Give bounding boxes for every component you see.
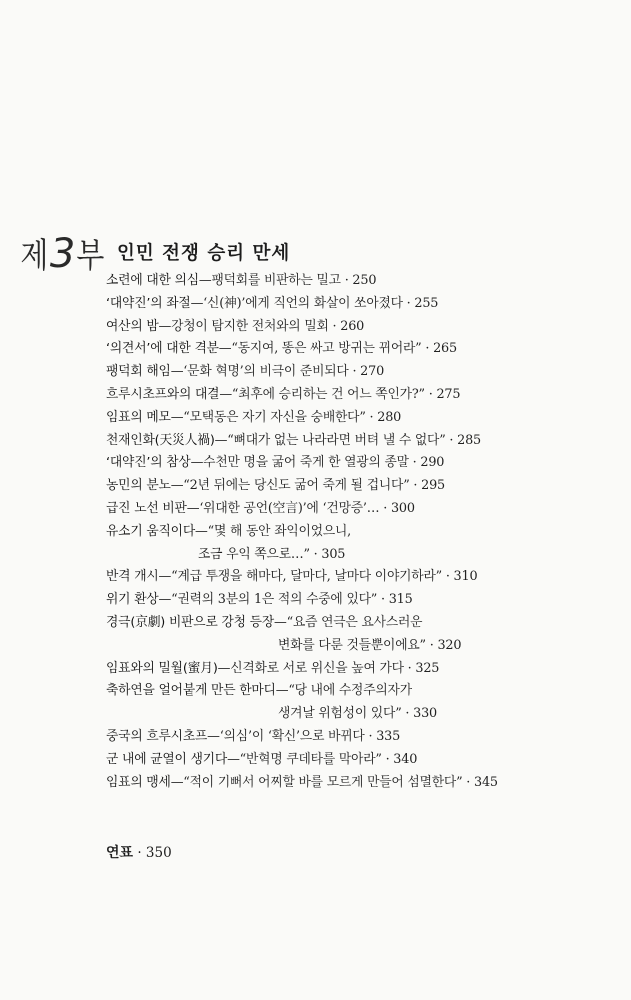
entry-subtitle: —“뼈대가 없는 나라라면 버텨 낼 수 없다” [214,432,446,448]
entry-page-number: · 345 [462,774,498,790]
entry-heading: 임표와의 밀월(蜜月) [106,660,218,676]
toc-entry[interactable] [106,498,626,521]
entry-page-number: · 295 [409,478,445,494]
entry-subtitle-continued-text: 생겨날 위험성이 있다” [278,706,402,722]
toc-entry[interactable] [106,749,626,772]
entry-page-number: · 320 [425,637,462,653]
entry-heading: 소련에 대한 의심 [106,273,199,288]
entry-subtitle: —“모택동은 자기 자신을 숭배한다” [170,409,366,425]
entry-page-number: · 310 [441,569,478,585]
entry-page-number: · 290 [408,455,445,471]
entry-subtitle: —강청이 탐지한 전처와의 밀회 [158,318,329,334]
chronology-entry[interactable] [106,842,172,864]
entry-page-number: · 325 [403,660,440,676]
toc-entry[interactable] [106,566,626,589]
toc-entry[interactable] [106,521,626,567]
toc-entry[interactable] [106,407,626,430]
entry-subtitle-continued [106,544,626,567]
entry-heading: 팽덕회 해임 [106,364,171,380]
entry-subtitle: —‘위대한 공언(空言)’에 ‘건망증’… [186,500,380,516]
entry-page-number: · 255 [402,295,439,311]
part-label [18,232,105,276]
entry-page-number: · 300 [379,500,415,516]
entry-heading: 천재인화(天災人禍) [106,432,215,448]
entry-heading: ‘대약진’의 참상 [106,455,191,471]
entry-subtitle: —‘의심’이 ‘확신’으로 바뀌다 [207,728,365,744]
entry-page-number: · 250 [340,273,377,288]
entry-page-number: · 270 [348,364,385,380]
entry-page-number: · 315 [377,592,413,608]
entry-page-number: · 305 [309,546,346,562]
entry-heading: 중국의 흐루시초프 [106,728,208,744]
toc-entry[interactable] [106,270,626,293]
entry-subtitle: —“몇 해 동안 좌익이었으니, [195,523,352,539]
entry-subtitle: —“요즘 연극은 요사스러운 [274,614,423,630]
entry-heading: 반격 개시 [106,569,159,585]
entry-heading: 군 내에 균열이 생기다 [106,751,228,767]
entry-heading: 축하연을 얼어붙게 만든 한마디 [106,683,276,699]
entry-subtitle: —“최후에 승리하는 건 어느 쪽인가?” [219,386,425,402]
toc-entry[interactable] [106,452,626,475]
entry-subtitle: —‘문화 혁명’의 비극이 준비되다 [170,364,349,380]
entry-subtitle-continued-text: 변화를 다룬 것들뿐이에요” [278,637,426,653]
entry-heading: 여산의 밤 [106,318,159,334]
entry-page-number: · 340 [381,751,418,767]
part-suffix: 부 [76,236,103,276]
entry-heading: 농민의 분노 [106,478,171,494]
toc-entry[interactable] [106,475,626,498]
entry-subtitle: —팽덕회를 비판하는 밀고 [198,273,341,288]
toc-entry[interactable] [106,772,626,795]
table-of-contents [106,270,626,794]
entry-heading: 급진 노선 비판 [106,500,187,516]
part-number: 3 [49,231,74,277]
part-prefix: 제 [20,236,47,276]
toc-entry[interactable] [106,430,626,453]
entry-subtitle-continued-text: 조금 우익 쪽으로…” [198,546,310,562]
entry-page-number: · 330 [401,706,437,722]
entry-subtitle: —“2년 뒤에는 당신도 굶어 죽게 될 겁니다” [170,478,410,494]
entry-subtitle: —“계급 투쟁을 해마다, 달마다, 날마다 이야기하라” [158,569,442,585]
entry-page-number: · 335 [364,728,401,744]
toc-entry[interactable] [106,612,626,658]
entry-heading: 경극(京劇) 비판으로 강청 등장 [106,614,275,630]
entry-subtitle: —“동지여, 똥은 싸고 방귀는 뀌어라” [218,341,422,357]
entry-subtitle: —“권력의 3분의 1은 적의 수중에 있다” [158,592,378,608]
entry-subtitle: —수천만 명을 굶어 죽게 한 열광의 종말 [190,455,409,471]
entry-heading: 흐루시초프와의 대결 [106,386,220,402]
toc-entry[interactable] [106,384,626,407]
entry-heading: 유소기 움직이다 [106,523,196,539]
chronology-page: · 350 [133,845,172,861]
entry-subtitle: —신격화로 서로 위신을 높여 가다 [217,660,404,676]
entry-page-number: · 260 [328,318,365,334]
entry-subtitle: —“당 내에 수정주의자가 [275,683,412,699]
toc-entry[interactable] [106,658,626,681]
entry-subtitle: —“적이 기뻐서 어찌할 바를 모르게 만들어 섬멸한다” [170,774,463,790]
entry-heading: ‘의견서’에 대한 격분 [106,341,219,357]
chronology-label: 연표 [106,845,134,861]
toc-entry[interactable] [106,726,626,749]
toc-entry[interactable] [106,338,626,361]
toc-entry[interactable] [106,293,626,316]
entry-heading: 임표의 메모 [106,409,171,425]
entry-subtitle-continued [106,635,626,658]
entry-heading: ‘대약진’의 좌절 [106,295,191,311]
toc-entry[interactable] [106,316,626,339]
part-title: 인민 전쟁 승리 만세 [117,243,291,264]
entry-heading: 위기 환상 [106,592,159,608]
entry-page-number: · 275 [424,386,461,402]
entry-subtitle: —“반혁명 쿠데타를 막아라” [227,751,382,767]
entry-page-number: · 280 [365,409,402,425]
toc-entry[interactable] [106,589,626,612]
entry-heading: 임표의 맹세 [106,774,171,790]
entry-page-number: · 265 [421,341,457,357]
entry-subtitle-continued [106,703,626,726]
entry-subtitle: —‘신(神)’에게 직언의 화살이 쏘아졌다 [190,295,403,311]
toc-entry[interactable] [106,680,626,726]
toc-entry[interactable] [106,361,626,384]
entry-page-number: · 285 [445,432,481,448]
